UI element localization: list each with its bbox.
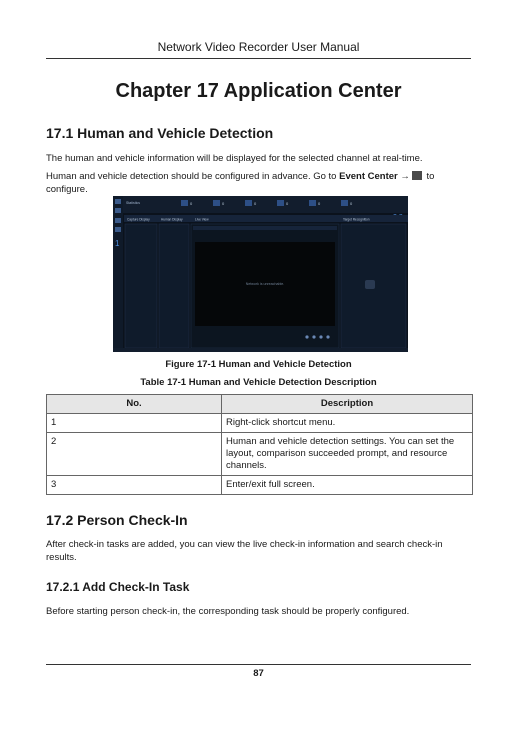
- table-row: [47, 414, 473, 433]
- stat-count: 0: [222, 201, 225, 206]
- stat-count: 0: [254, 201, 257, 206]
- network-message: Network is unreachable.: [245, 282, 285, 286]
- section-heading-17-2-1: 17.2.1 Add Check-In Task: [46, 580, 190, 594]
- paragraph-17-2: After check-in tasks are added, you can view the live check-in information and search check-in results.: [46, 539, 443, 563]
- page-number: 87: [253, 668, 264, 679]
- paragraph-text: to configure.: [46, 171, 435, 195]
- tab-live-view[interactable]: Live View: [195, 217, 209, 222]
- table-row: [47, 433, 473, 476]
- footer-rule: [46, 664, 471, 665]
- table-caption: Table 17-1 Human and Vehicle Detection Description: [140, 377, 377, 388]
- stat-count: 0: [286, 201, 289, 206]
- table-cell-description: Right-click shortcut menu.: [222, 414, 473, 433]
- callout-1: 1: [115, 239, 120, 248]
- table-cell-no: 3: [47, 476, 222, 495]
- table-cell-description: Human and vehicle detection settings. You can set the layout, comparison succeeded prompt, and resource channels.: [222, 433, 473, 476]
- table-cell-description: Enter/exit full screen.: [222, 476, 473, 495]
- chapter-title: Chapter 17 Application Center: [115, 80, 402, 102]
- table-header-description: Description: [222, 395, 473, 414]
- table-header-no: No.: [47, 395, 222, 414]
- paragraph-17-1-b: [46, 170, 471, 196]
- stat-count: 0: [318, 201, 321, 206]
- stat-count: 0: [350, 201, 353, 206]
- tab-capture-display[interactable]: Capture Display: [127, 217, 150, 222]
- paragraph-17-2-1: Before starting person check-in, the corresponding task should be properly configured.: [46, 606, 410, 617]
- table-cell-no: 1: [47, 414, 222, 433]
- section-heading-17-1: 17.1 Human and Vehicle Detection: [46, 125, 274, 141]
- configure-icon: [412, 171, 422, 180]
- running-header: Network Video Recorder User Manual: [157, 40, 360, 54]
- section-heading-17-2: 17.2 Person Check-In: [46, 512, 188, 528]
- figure-screenshot: [113, 196, 408, 352]
- table-cell-no: 2: [47, 433, 222, 476]
- description-table: [46, 394, 473, 495]
- table-row: [47, 476, 473, 495]
- event-center-path: Event Center →: [339, 171, 410, 182]
- header-rule: [46, 58, 471, 59]
- figure-caption: Figure 17-1 Human and Vehicle Detection: [165, 359, 352, 370]
- paragraph-text: Human and vehicle detection should be configured in advance. Go to: [46, 171, 340, 182]
- stat-count: 0: [190, 201, 193, 206]
- paragraph-17-1-a: The human and vehicle information will be displayed for the selected channel at real-time.: [46, 153, 423, 164]
- tab-human-display[interactable]: Human Display: [161, 217, 183, 222]
- placeholder-icon: [365, 280, 375, 289]
- topbar-title: Statistics: [126, 201, 141, 205]
- panel-title: Target Recognition: [343, 217, 370, 222]
